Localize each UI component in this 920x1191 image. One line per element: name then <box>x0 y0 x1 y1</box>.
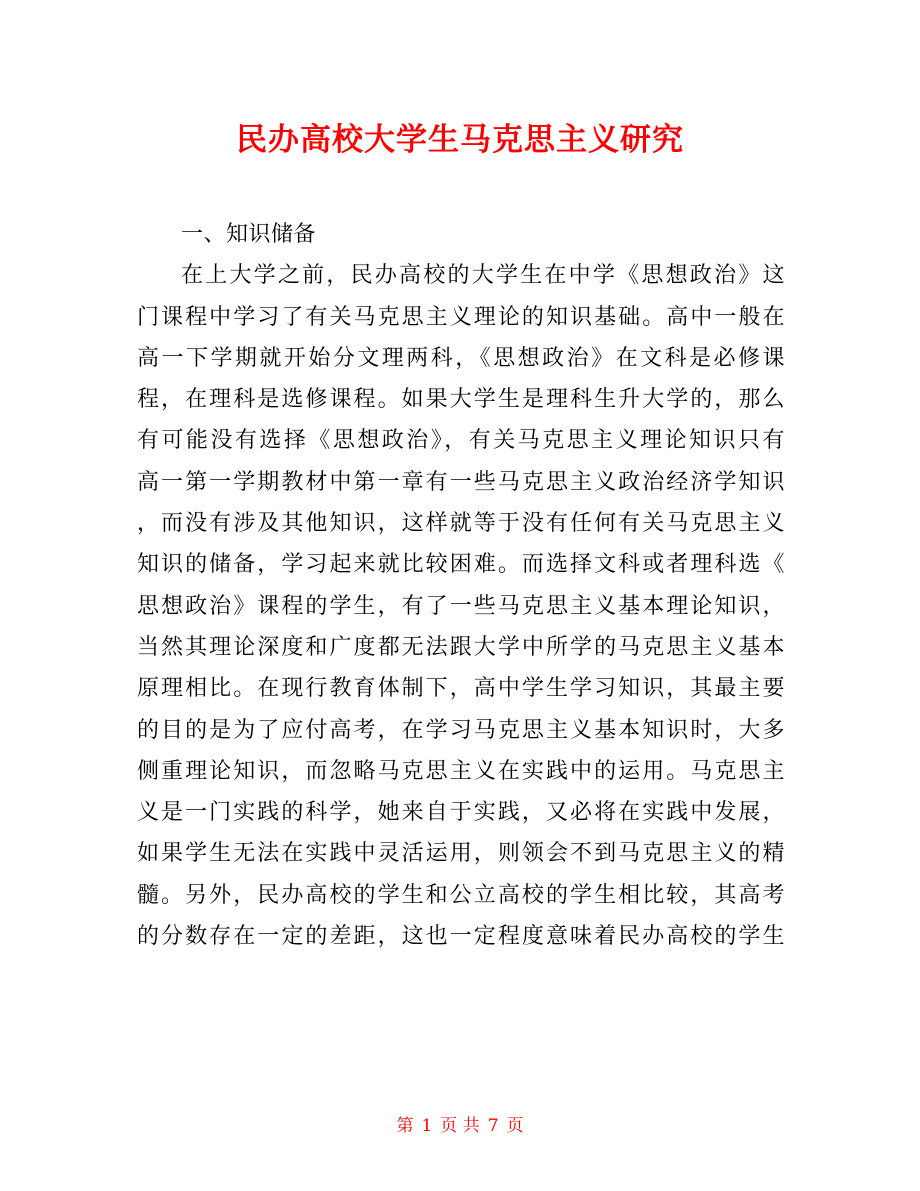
paragraph-line: 程，在理科是选修课程。如果大学生是理科生升大学的，那么 <box>137 387 785 413</box>
document-body <box>137 214 785 957</box>
paragraph-line: 高一下学期就开始分文理两科，《思想政治》在文科是必修课 <box>137 345 785 371</box>
paragraph-line: 思想政治》课程的学生，有了一些马克思主义基本理论知识， <box>137 593 785 619</box>
footer-page-number: 1 <box>421 1116 433 1136</box>
footer-middle: 页 共 <box>440 1116 480 1136</box>
paragraph-line: 如果学生无法在实践中灵活运用，则领会不到马克思主义的精 <box>137 841 785 867</box>
paragraph-line: 髓。另外，民办高校的学生和公立高校的学生相比较，其高考 <box>137 882 785 908</box>
paragraph-line: 原理相比。在现行教育体制下，高中学生学习知识，其最主要 <box>137 676 785 702</box>
paragraph-line: 门课程中学习了有关马克思主义理论的知识基础。高中一般在 <box>137 304 785 330</box>
paragraph-line: 的目的是为了应付高考，在学习马克思主义基本知识时，大多 <box>137 717 785 743</box>
page-footer <box>0 1114 920 1138</box>
paragraph-line: ，而没有涉及其他知识，这样就等于没有任何有关马克思主义 <box>137 511 785 537</box>
paragraph-line: 的分数存在一定的差距，这也一定程度意味着民办高校的学生 <box>137 924 785 950</box>
footer-suffix: 页 <box>506 1116 524 1136</box>
section-heading: 一、知识储备 <box>181 222 317 247</box>
paragraph-line: 侧重理论知识，而忽略马克思主义在实践中的运用。马克思主 <box>137 758 785 784</box>
footer-prefix: 第 <box>396 1116 414 1136</box>
footer-total-pages: 7 <box>487 1116 499 1136</box>
document-title: 民办高校大学生马克思主义研究 <box>236 122 684 158</box>
paragraph-line: 在上大学之前，民办高校的大学生在中学《思想政治》这 <box>181 263 785 289</box>
paragraph-line: 当然其理论深度和广度都无法跟大学中所学的马克思主义基本 <box>137 634 785 660</box>
paragraph-line: 义是一门实践的科学，她来自于实践，又必将在实践中发展， <box>137 800 785 826</box>
paragraph-line: 高一第一学期教材中第一章有一些马克思主义政治经济学知识 <box>137 469 785 495</box>
paragraph-line: 有可能没有选择《思想政治》，有关马克思主义理论知识只有 <box>137 428 785 454</box>
paragraph-line: 知识的储备，学习起来就比较困难。而选择文科或者理科选《 <box>137 552 785 578</box>
